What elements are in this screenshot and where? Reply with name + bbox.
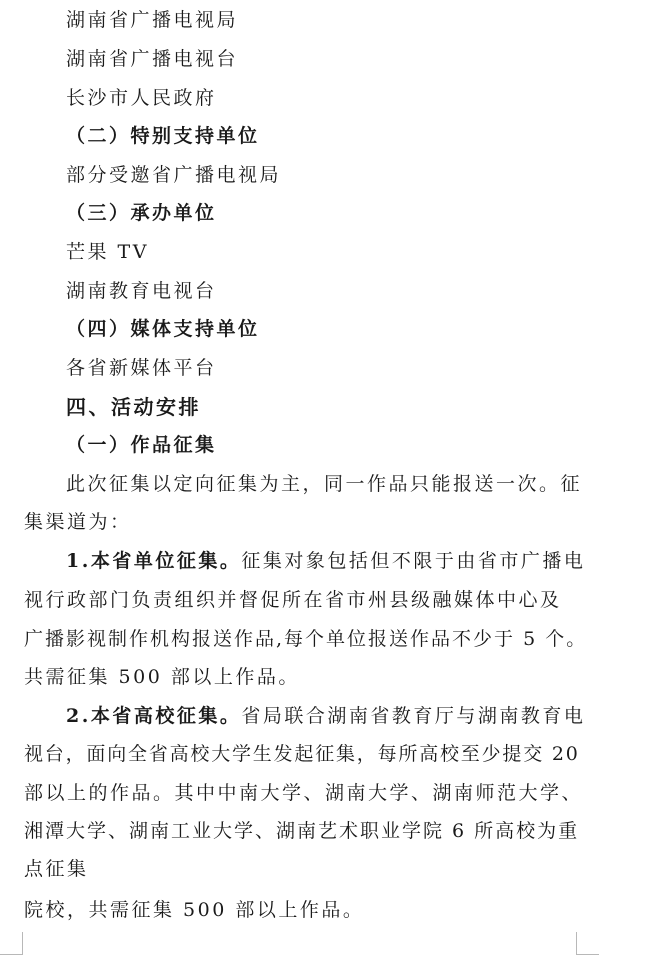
text-line: 各省新媒体平台: [66, 357, 217, 379]
paragraph-lead: 1.本省单位征集。: [66, 550, 242, 572]
paragraph-text: 征集对象包括但不限于由省市广播电: [241, 550, 586, 572]
paragraph-line: 视台，面向全省高校大学生发起征集，每所高校至少提交 20: [24, 743, 580, 765]
paragraph-line: 共需征集 500 部以上作品。: [24, 666, 300, 688]
paragraph-line: 点征集: [24, 858, 89, 880]
page-corner-mark-left: [0, 932, 23, 955]
section-heading: （四）媒体支持单位: [66, 318, 260, 340]
paragraph-line: [66, 704, 585, 728]
paragraph-line: [66, 549, 585, 573]
section-heading: （三）承办单位: [66, 202, 217, 224]
paragraph-text: 省局联合湖南省教育厅与湖南教育电: [241, 705, 586, 727]
text-line: 湖南省广播电视局: [66, 9, 239, 31]
section-heading: （二）特别支持单位: [66, 125, 260, 147]
text-line: 部分受邀省广播电视局: [66, 164, 282, 186]
text-line: 长沙市人民政府: [66, 87, 217, 109]
paragraph-line: 集渠道为：: [24, 511, 132, 533]
text-line: 湖南省广播电视台: [66, 48, 239, 70]
paragraph-lead: 2.本省高校征集。: [66, 705, 242, 727]
section-heading: （一）作品征集: [66, 434, 217, 456]
page-corner-mark-right: [576, 932, 599, 955]
text-line: 湖南教育电视台: [66, 280, 217, 302]
paragraph-line: 视行政部门负责组织并督促所在省市州县级融媒体中心及: [24, 589, 562, 611]
paragraph-line: 广播影视制作机构报送作品,每个单位报送作品不少于 5 个。: [24, 628, 588, 650]
text-line: 芒果 TV: [66, 241, 149, 263]
paragraph-line: 此次征集以定向征集为主，同一作品只能报送一次。征: [66, 473, 583, 495]
chapter-heading: 四、活动安排: [66, 395, 201, 419]
paragraph-line: 部以上的作品。其中中南大学、湖南大学、湖南师范大学、: [24, 782, 584, 804]
paragraph-line: 湘潭大学、湖南工业大学、湖南艺术职业学院 6 所高校为重: [24, 820, 580, 842]
paragraph-line: 院校，共需征集 500 部以上作品。: [24, 899, 365, 921]
